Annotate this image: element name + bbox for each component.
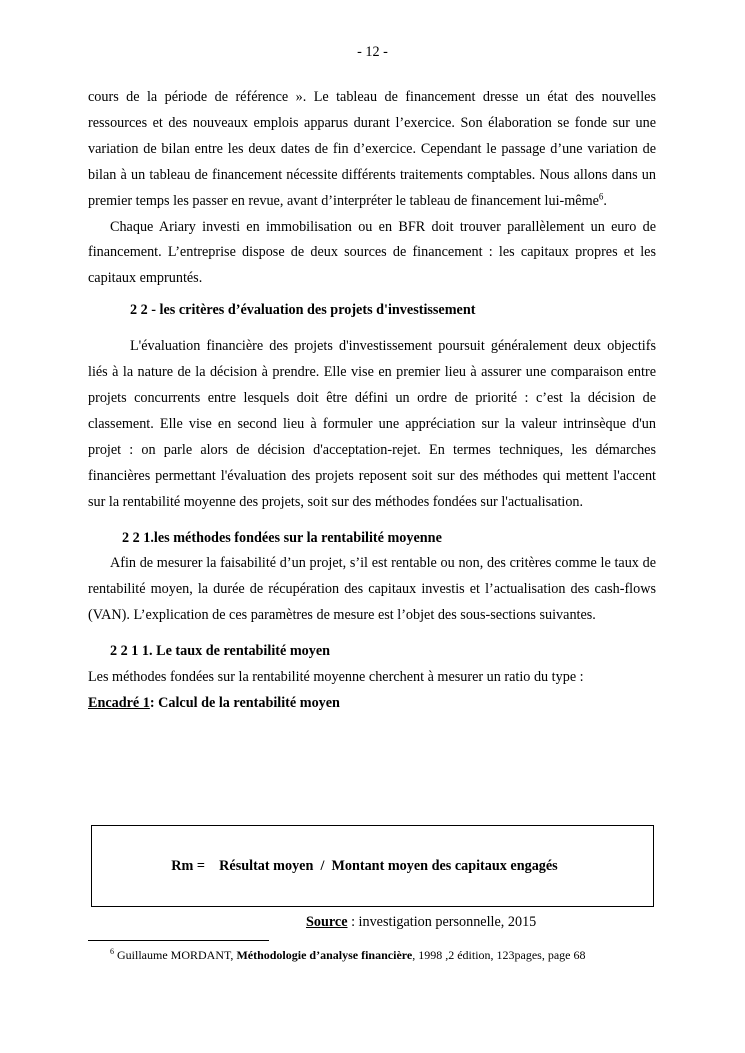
source-text: : investigation personnelle, 2015 bbox=[347, 914, 537, 930]
encadre-title: : Calcul de la rentabilité moyen bbox=[149, 694, 340, 711]
section-heading-evaluation-criteria: 2 2 - les critères d’évaluation des projets d'investissement bbox=[130, 302, 476, 319]
source-label: Source bbox=[306, 914, 348, 930]
footnote bbox=[110, 947, 586, 963]
source-line bbox=[306, 914, 536, 931]
footnote-separator bbox=[88, 940, 269, 941]
section-heading-average-rate: 2 2 1 1. Le taux de rentabilité moyen bbox=[110, 643, 331, 660]
page-number: - 12 - bbox=[357, 44, 388, 60]
encadre-caption bbox=[88, 691, 656, 717]
body-text bbox=[88, 85, 656, 717]
paragraph-financing-sources: Chaque Ariary investi en immobilisation ou en BFR doit trouver parallèlement un euro de financement. L’entreprise dispose de deux sources de financement : les capitaux propres et les capitaux empruntés. bbox=[88, 218, 656, 287]
paragraph-evaluation: L'évaluation financière des projets d'investissement poursuit généralement deux objectifs liés à la nature de la décision à prendre. Elle vise en premier lieu à assurer une comparaison entre projets concurrents entre lesquels doit être défini un ordre de priorité : c’est la décision de classement. Elle vise en second lieu à formuler une appréciation sur la valeur intrinsèque d'un projet : on parle alors de décision d'acceptation-rejet. En termes techniques, les démarches financières permettant l'évaluation des projets reposent soit sur des méthodes qui mettent l'accent sur la rentabilité moyenne des projets, soit sur des méthodes fondées sur l'actualisation. bbox=[88, 338, 656, 510]
encadre-label: Encadré 1 bbox=[88, 694, 150, 711]
paragraph-feasibility: Afin de mesurer la faisabilité d’un projet, s’il est rentable ou non, des critères comme le taux de rentabilité moyen, la durée de récupération des capitaux investis et l’actualisation des cash-flows (VAN). L’explication de ces paramètres de mesure est l’objet des sous-sections suivantes. bbox=[88, 555, 656, 624]
section-heading-average-profitability: 2 2 1.les méthodes fondées sur la rentabilité moyenne bbox=[122, 529, 442, 546]
footnote-details: , 1998 ,2 édition, 123pages, page 68 bbox=[412, 948, 586, 962]
footnote-reference[interactable]: 6 bbox=[598, 190, 604, 201]
paragraph-text: cours de la période de référence ». Le tableau de financement dresse un état des nouvelles ressources et des nouveaux emplois apparus durant l’exercice. Son élaboration se fonde sur une variation de bilan entre les deux dates de fin d’exercice. Cependant le passage d’une variation de bilan à un tableau de financement nécessite différents traitements comptables. Nous allons dans un premier temps les passer en revue, avant d’interpréter le tableau de financement lui-même bbox=[88, 89, 656, 209]
paragraph-end: . bbox=[603, 192, 607, 209]
footnote-book-title: Méthodologie d’analyse financière bbox=[236, 948, 413, 962]
formula-text: Rm = Résultat moyen / Montant moyen des capitaux engagés bbox=[171, 857, 558, 874]
footnote-number: 6 bbox=[110, 947, 114, 956]
formula-box bbox=[91, 825, 654, 907]
paragraph-financing-table bbox=[88, 85, 656, 215]
paragraph-ratio-intro: Les méthodes fondées sur la rentabilité moyenne cherchent à mesurer un ratio du type : bbox=[88, 669, 584, 686]
footnote-author: Guillaume MORDANT, bbox=[114, 948, 237, 962]
